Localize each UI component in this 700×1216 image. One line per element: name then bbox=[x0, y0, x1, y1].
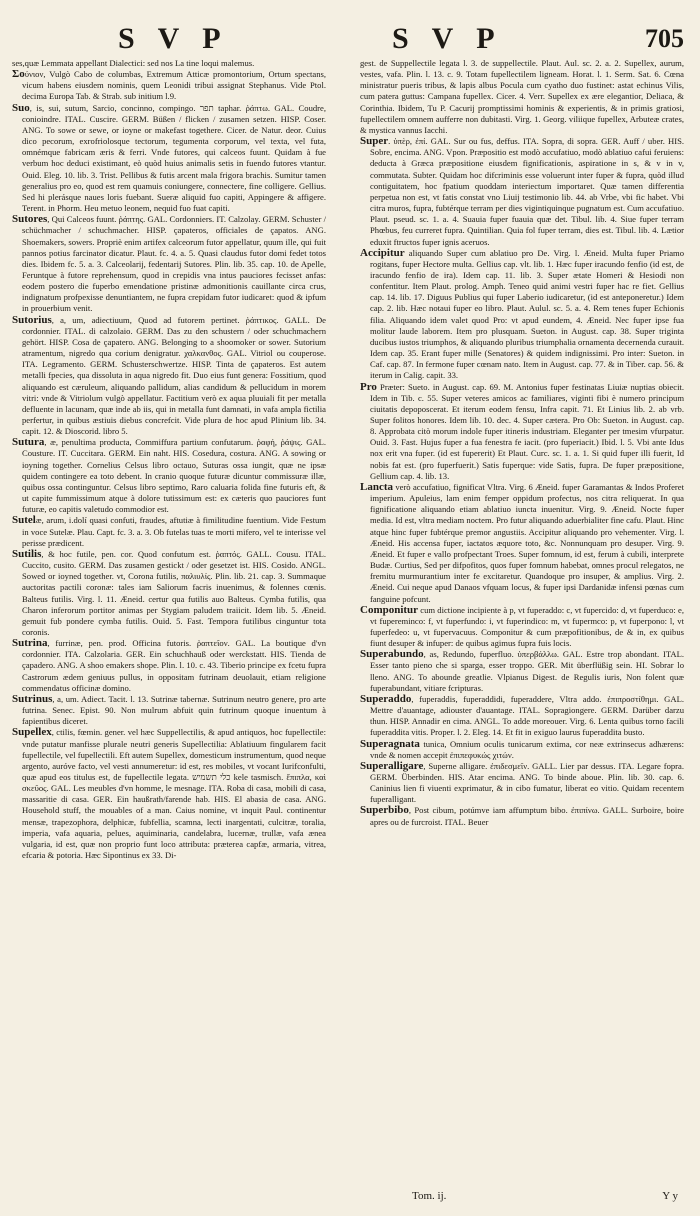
dictionary-entry: Superbibo, Post cibum, potúmve iam affumptum bibo. ἐπιπίνω. GALL. Surboire, boire apres ou de furcroist. ITAL. Beuer bbox=[360, 804, 684, 827]
headword: Sutorius bbox=[12, 313, 52, 326]
dictionary-entry: Lancta verò accufatiuo, fignificat Vltra. Virg. 6 Æneid. fuper Garamantas & Indos Proferet imperium. Apuleius, lam enim femper oppidum profectus, nos citra reliquerat. In qua fignificatione aliquando etiam ablatiuo iuncta inuenitur. Virg. 9. Æneid. Nocte fuper media. Id est, vltra mediam noctem. Pro futur aliquando aduerbialiter fine cafu. Plaut. Hinc atque hinc fuper fubtérque premor angustiis. Accipitur aliquando pro vehementer. Virg. l. Æneid. His accensa fuper, iactatos æquore toto, &c. Nonnunquam pro desuper. Virg. 9. Æneid. Et fuper e vallo profpectant Troes. Super fomnum, id est, ferum à cubili, interprete Budæ. Curtius, Sed per difpofitos, quos fuper fomnum habebat, omnes procul relegatos, ne fremitu murmurantium inter fe excitaretur. Quandoque pro insuper, & amplius. Virg. 2. Æneid. Cui neque apud Danaos vfquam locus, & fuper ipsi Dardanidæ infensi pœnas cum fanguine pofcunt. bbox=[360, 480, 684, 604]
headword: Sutilis bbox=[12, 547, 42, 560]
running-head-right: S V P bbox=[392, 22, 503, 55]
running-header bbox=[0, 22, 700, 62]
page-footer bbox=[412, 1190, 692, 1204]
headword: Sutura bbox=[12, 436, 45, 449]
dictionary-entry: gest. de Suppellectile legata l. 3. de suppellectile. Plaut. Aul. sc. 2. a. 2. Supellex, aurum, vestes, vafa. Plin. l. 13. c. 9. Totam fupellectilem ligneam. Horat. l. 1. Serm. Sat. 6. Cœna ministratur pueris tribus, & lapis albus Pocula cum cyatho duo fustinet: astat echinus Vilis, cum patera guttus: Campana fupellex. Cicer. 4. Verr. Supellex ex ære elegantior, Deliaca, & Corinthia. Ibidem, Tu P. Cacurij promptissimi hominis & experientis, & in primis gratiosi, fupellectilem omnem aufferre non dubitasti. Virg. 1. Georg. viliique fupellex, Arbuteæ crates, & mystica vannus Iacchi. bbox=[360, 58, 684, 135]
headword: Pro bbox=[360, 380, 377, 393]
headword: Sutores bbox=[12, 213, 48, 226]
dictionary-entry: Σούνιον, Vulgò Cabo de columbas, Extremum Atticæ promontorium, Ortum spectans, vicum habens eiusdem nominis, quem Leonidi tribui assignat Stephanus. Vide Ptol. decima Europa Tab. & Strab. sub initium l.9. bbox=[12, 68, 326, 102]
headword: Suo bbox=[12, 101, 30, 114]
headword: Supellex bbox=[12, 726, 52, 739]
left-column bbox=[12, 58, 326, 861]
dictionary-entry: Sutrinus, a, um. Adiect. Tacit. l. 13. Sutrinæ tabernæ. Sutrinum neutro genere, pro arte futrina. Senec. Epist. 90. Non mulrum abfuit quin futrinum quoque inuentum à fapientibus diceret. bbox=[12, 692, 326, 727]
headword: Superabundo bbox=[360, 648, 424, 661]
dictionary-entry: ses,quæ Lemmata appellant Dialectici: sed nos La tine loqui malemus. bbox=[12, 58, 255, 68]
dictionary-entry: Sutelæ, arum, i.dolí quasi confuti, fraudes, aftutiæ à fimilitudine fuentium. Vide Festum in voce Sutelæ. Plau. Capt. fc. 3. a. 3. Ob futelas tuas te morti mifero, vel te interisse vel perisse prædicent. bbox=[12, 514, 326, 548]
headword: Super bbox=[360, 135, 389, 148]
headword: Superaddo bbox=[360, 692, 412, 705]
running-head-left: S V P bbox=[118, 22, 229, 55]
dictionary-entry: Superaddo, fuperaddis, fuperaddidi, fuperaddere, Vltra addo. ἐπιπροστίθημι. GAL. Mettre d'auantage, adiouster d'auantage. ITAL. Sopragiongere. GERM. Darüber darzu thun. HISP. Annadir en cima. ANGL. To adde moreouer. Virg. 6. Lenta quibus torno facili fuperaddita vitis. Proper. l. 2. Eleg. 14. Et fit in exiguo laurus fuperaddita busto. bbox=[360, 692, 684, 738]
dictionary-entry: Pro Præter: Sueto. in August. cap. 69. M. Antonius fuper festinatas Liuiæ nuptias obiecit. Idem in Tib. c. 55. Super veteres amicos ac familiares, viginti fibi è numero principum ciuitatis depoposcerat. Et iterum eodem fensu, Infra capit. 71. Et Linius lib. 2. ab vrb. Super folitos honores. Idem lib. 10. dec. 4. Super cætera. Pro Ob: Sueton. in August. cap. 8. Approbata citò morum indole fuper itineris industriam. Eleganter per tmesim vfurpatur. Ouid. 3. Fast. Hujus fuper a fua fenestra fe iacit. (pro fuperiacit.) Ibid. l. 5. Vbi ante Idus nox erit vna fuper. (id est fupererit) Et Plaut. Curc. sc. 1. a. 1. Si quid fuper illi fuerit, Id nobis fat est. (pro fuperfuerit.) Satis fuperque: vide Satis, fupra. De fuper præpositione, Gellium cap. 4. lib. 13. bbox=[360, 380, 684, 481]
dictionary-entry: Superabundo, as, Redundo, fuperfluo. ὑπερβάλλω. GAL. Estre trop abondant. ITAL. Esser tanto pieno che si sparga, esser troppo. GER. Mit überflüßig sein. HI. Sobrar lo lleno. ANG. To abounde greatlie. Vlpianus Digest. de Regulis iuris, Non folent quæ fuperabundant, vitiare fcripturas. bbox=[360, 648, 684, 693]
headword: Superalligare bbox=[360, 759, 424, 772]
signature-mark: Y y bbox=[662, 1190, 678, 1202]
dictionary-entry: Super. ὑπὲρ, ἐπί. GAL. Sur ou fus, deffus. ITA. Sopra, di sopra. GER. Auff / uber. HIS. Sobre, encima. ANG. Vpon. Præpositio est modò accufatiuo, modò ablatiuo cafui feruiens: deducta à Græca præpositione eiusdem fignificationis, aspiratione in s, & v in v, commutata. Subter. Quidam hoc difcriminis esse voluerunt inter fuper & fupra, quòd illud contiguitatem, hoc fpatium quoddam interiectum importaret. Quæ tamen differentia perpetua non est, vt fatis constat vno Liuij testimonio lib. 44. ab Vrbe, vbi fic habet. Vbi citra muros, fupra, fubtérque terram per dies vigintiquinque pugnatum est. Cum accufatiuo. Plaut. pseud. sc. 1. a. 4. Suauia fuper fuauia quæ det. Tibul. lib. 4. Siue fuper terram Phœbus, feu curreret fupra. Quintilian. Quia fol fuper terram, dies est. Tibul. lib. 4. Lætior eduxit ftructos fuper ignis aceruos. bbox=[360, 135, 684, 247]
dictionary-entry: Sutorius, a, um, adiectiuum, Quod ad futorem pertinet. ῥάπτικος. GALL. De cordonnier. ITAL. di calzolaio. GERM. Das zu den schustern / oder schuchmachern gehört. HISP. Cosa de çapatero. ANG. Belonging to a shoomoker or sower. Sutorium atramentum, nigredo qua corium denigratur. χαλκανθος. GAL. Vitriol ou couperose. ITA. Legramento. GERM. Schusterschwertze. HISP. Tinta de çapateros. Est autem metalli fpecies, qua dissoluta in aqua nigredo fit. Duo eius funt genera: Fossitium, quod aliquando est cæruleum, aliquando pallidum, alias candidum & pellucidum in morem vitri: vnde & Vitriolum vulgò appellatur. Factitium verò ex aqua pluuiali fit per metalla defluente in lacunam, quæ inde ab iis, qui in metalla funt damnati, in vafa ampla fictilia perfertur, in quibus æstiuis diebus concrefcit. Vide plura de hoc apud Plinium lib. 34. capit. 12. & Dioscorid. libro 5. bbox=[12, 313, 326, 437]
headword: Accipitur bbox=[360, 246, 405, 259]
headword: Sutrina bbox=[12, 637, 48, 650]
dictionary-entry: Superalligare, Superne alligare. ἐπιδεσμεῖν. GALL. Lier par dessus. ITA. Legare fopra. GERM. Überbinden. HIS. Atar encima. ANG. To binde aboue. Plin. lib. 30. cap. 6. Caninius lien fi viuenti exprimatur, & in cibo fumatur, liberat eo vitio. Quidam recentem fuperalligant. bbox=[360, 759, 684, 805]
dictionary-entry: Superagnata tunica, Omnium oculis tunicarum extima, cor neæ extrinsecus adhærens: vnde & nomen accepit ἐπιπεφυκώς χιτών. bbox=[360, 737, 684, 760]
headword: Sutrinus bbox=[12, 692, 53, 705]
volume-label: Tom. ij. bbox=[412, 1190, 447, 1202]
headword: Componitur bbox=[360, 603, 419, 616]
dictionary-entry: Sutores, Qui Calceos fuunt. ῥάπτης. GAL. Cordonniers. IT. Calzolay. GERM. Schuster / schüchmacher / schuchmacher. HISP. çapateros, officiales de çapatos. ANG. Shoemakers, sowers. Propriè enim artifex calceorum futor appellatur, quum ille, qui fuit pannos potius farcinator dicatur. Plaut. fc. 4. a. 5. Quasi claudus futor domi fedet totos dies. Ibidem fc. 5. a. 3. Calceolarij, fedentarij Sutores. Plin. lib. 35. cap. 10. de Apelle, Feruntque à futore reprehensum, quod in crepidis vna intus pauciores fecisset anfas: eodem postero die fuperbo emendatione pristinæ admonitionis cauillante circa crus, indignatum profpexisse denuntiantem, ne fupra crepidam futor iudicaret: quod & ipfum in prouerbium venit. bbox=[12, 213, 326, 314]
dictionary-entry: Sutrina, furrinæ, pen. prod. Officina futoris. ῥαπτεῖον. GAL. La boutique d'vn cordonnier. ITA. Calzolaria. GER. Ein schuchhauß oder werckstatt. HIS. Tienda de çapadero. ANG. A shoo emakers shope. Plin. l. 10. c. 43. Tiberio principe ex fcetu fupra Castrorum ædem geniuus pullus, in oppositam futrinam deuolauit, etiam religione commendatus officinæ domino. bbox=[12, 637, 326, 693]
page-number: 705 bbox=[645, 24, 684, 53]
right-column bbox=[360, 58, 684, 828]
headword: Lancta bbox=[360, 480, 393, 493]
dictionary-entry: Accipitur aliquando Super cum ablatiuo pro De. Virg. l. Æneid. Multa fuper Priamo rogitans, fuper Hectore multa. Gellius cap. vlt. lib. 1. Hæc fuper iracundo fenfio (id est, de iracundo fenfio de ira). Idem cap. 11. lib. 3. Super ætate Homeri & Hesiodi non confentitur. Item Plaut. prolog. Amph. Teneo quid animi vestri fuper hac re fiet. Gellius cap. 14. lib. 17. Diguus Publius qui fuper Laberio iudicaretur, (id est anteponeretur.) Idem cap. 2. lib. Hæc notaui fuper eo libro. Plaut. Aulul. sc. 5. a. 4. Rem tenes fuper Echionis filia. Aliquando idem valet quod Pro: vt apud eundem, 4. Æneid. Nec fuper ipse fua molitur laude laborem. Item pro plusquam. Sueton. in August. cap. 38. Super triginta ducibus iustos triumphos, & aliquando pluribus triumphalia ornamenta decernenda curauit. Idem cap. 35. Erant fuper mille (Senatores) & quidem indignissimi. Pro inter: Sueton. in Caf. cap. 87. In fermone fuper cœnam nato. Item in August. cap. 77. & in Tiber. cap. 56. & iterum in Calig. capit. 33. bbox=[360, 246, 684, 381]
headword: Σο bbox=[12, 68, 25, 81]
dictionary-entry: Suo, is, sui, sutum, Sarcio, concinno, compingo. תפר taphar. ῥάπτω. GAL. Coudre, conioindre. ITAL. Cuscire. GERM. Büßen / flicken / zusamen setzen. HISP. Coser. ANG. To sowe or sewe, or ioyne or makefast togethere. Cicer. de Natur. deor. Cuius dico pecorum, exrofriolosque tectorum, tegumenta corporum, vel texta, vel futa, omnémque fabricam æris & ferri. Vnde futores, qui calceos fuunt. Quidam à fue verbum hoc deduci existimant, eò quòd huius animalis setis in fuendo futores vtantur. Ouid. Eleg. 10. lib. 3. Trist. Pellibus & futis arcent mala frigora brachis. Sumitur tamen generalius pro eo, quod est rem quamuis coniungere, connectere, fine colligere. Gellius. Sed hi plerásque naues loris fuebant. Sueræ aliquid fuo capiti, Appingere & affigere. Terent. in Phorm. Heu metuo leonem, nequid fuo fuat capiti. bbox=[12, 101, 326, 214]
headword: Superagnata bbox=[360, 737, 420, 750]
dictionary-entry: Supellex, ctilis, fœmin. gener. vel hæc Suppellectilis, & apud antiquos, hoc fupellectile: vnde putatur manfisse plurale neutri generis Supellectilia: Ablatiuum fingularem facit fupellectile, vel fupellectili. Eft autem Supellex, domesticum instrumentum, quod neque argento, auróve facto, vel vesti annumeretur: id est, res mobiles, vt vocant Iurifconfulti, quæ apud eos titulus est, de fupellectile legata. כלי תשמיש kele tasmisch. ἔπιπλα, καὶ σκεῦος. GAL. Les meubles d'vn homme, le mesnage. ITA. Roba di casa, mobili di casa, massaritie di casa. GER. Ein haußrath/farende hab. HIS. El abasia de casa. ANG. Household stuff, the mouables of a man. Caius nomine, vt inquit Paul. continentur mensæ, trapezophora, delphicæ, fubfellia, scamna, lecti inargentati, culcitræ, toralia, imperia, vafa aquaria, pelues, aquiminaria, candelabra, lucernæ, trullæ, vafa ænea vulgaria, id est, quæ non proprio funt loco attributa: præterea capfæ, armaria, vitrea, efcaria & potoria. Hæc Sipontinus ex 33. Di- bbox=[12, 726, 326, 861]
dictionary-entry: Sutura, æ, penultima producta, Commiffura partium confutarum. ῥαφή, ῥάψις. GAL. Cousture. IT. Cuccitara. GERM. Ein naht. HIS. Cosedura, costura. ANG. A sowing or ioyning together. Cornelius Celsus libro octauo, Suturas ossa iungit, quæ ne ipsæ quidem contingere ea toto debent. In cranio quoque futuræ dicuntur commissuræ illæ, quibus ossa continguntur. Celsus libro septimo, Raro caluaria folida fine futuris eft, & ut capite fummissimum atque à dolore tutissimum est: ex cæteris quo pauciores funt futuræ, eo capitis valetudo commodior est. bbox=[12, 436, 326, 515]
headword: Sutel bbox=[12, 514, 36, 527]
dictionary-entry: Componitur cum dictione incipiente à p, vt fuperaddo: c, vt fupercido: d, vt fuperduco: e, vt fupereminco: f, vt fuperfundo: i, vt fuperindico: m, vt fupermco: p, vt fuperpono: l, vt fuperfedeo: u, vt fupervacuus. Componitur & cum præpofitionibus, de & in, ex quibus fiunt desuper & infuper: de quibus agimus fupra fuis locis. bbox=[360, 603, 684, 649]
headword: Superbibo bbox=[360, 804, 409, 817]
dictionary-entry: Sutilis, & hoc futile, pen. cor. Quod confutum est. ῥαπτός. GALL. Cousu. ITAL. Cuccito, cusito. GERM. Das zusamen gestickt / oder gesetzet ist. HIS. Cosido. ANGL. Sowed or ioyned together. vt, Corona futilis, παλιυλίς. Plin. lib. 21. cap. 3. Summaque auctoritas pactili coronæ: tales iam Saliorum facris inuenimus, & folennes cœnis. Balteus futilis. Virg. l. 11. Æneid. certur qua futilis auo Balteus. Cymba futilis, qua Charon inferorum portitor animas per Stygiam paludem traiicit. Idem lib. 5. Æneid. gemuit fub pondere cymba futilis. Ouid. 5. Fast. Tempora futilibus cinguntur tota coronis. bbox=[12, 547, 326, 637]
